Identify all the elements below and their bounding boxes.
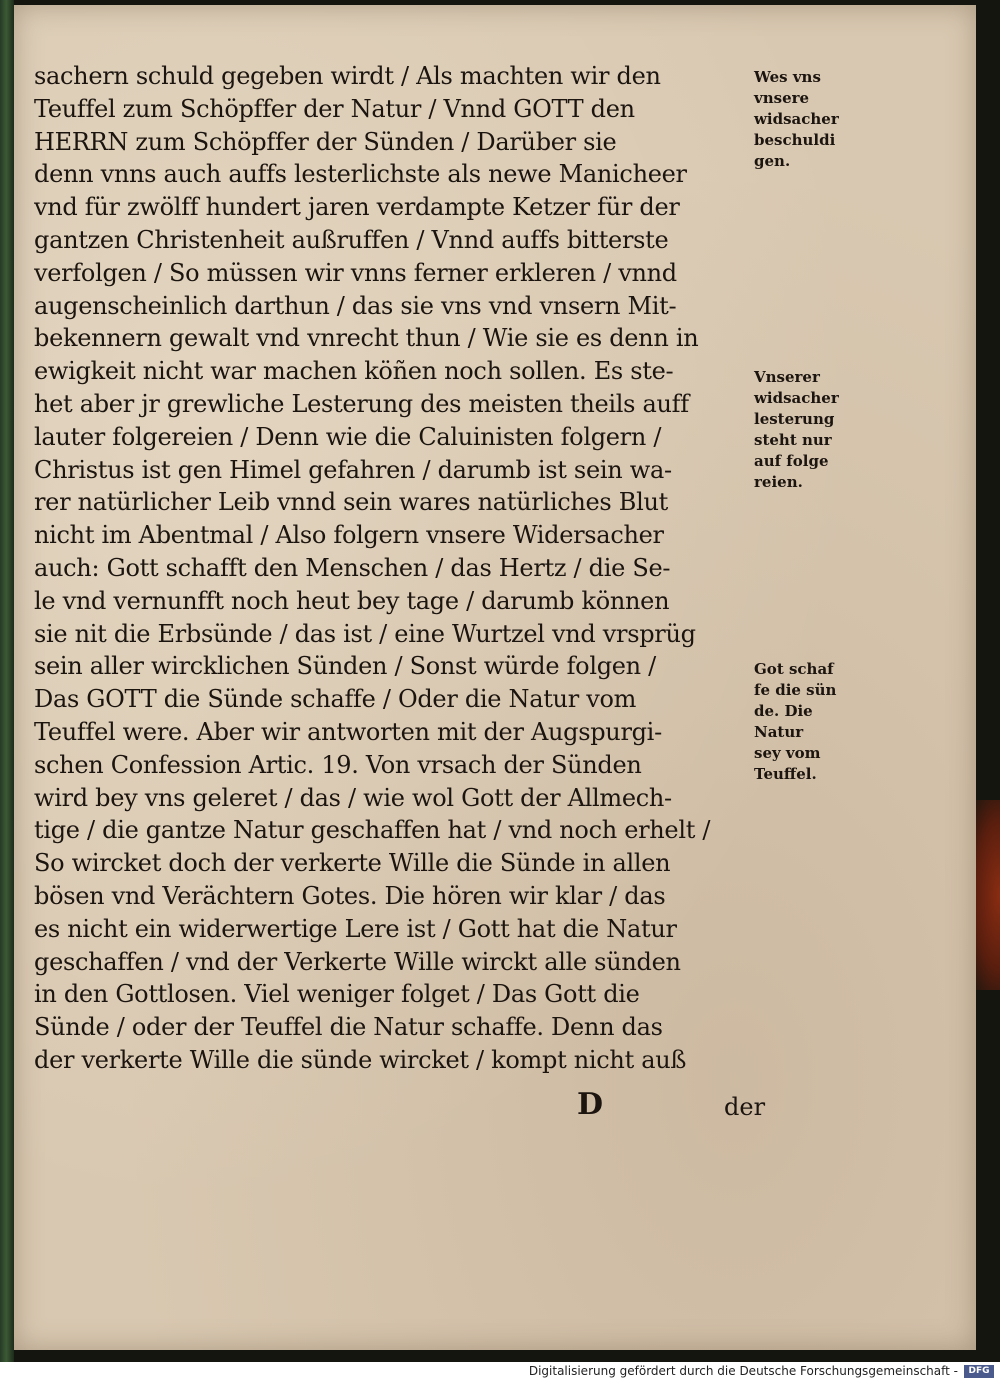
text-line: bekennern gewalt vnd vnrecht thun / Wie sie es denn in [34, 324, 699, 353]
marginal-note: Vnserer widsacher lesterung steht nur auf folge reien. [754, 368, 839, 491]
text-line: der verkerte Wille die sünde wircket / kompt nicht auß [34, 1045, 687, 1074]
text-line: ewigkeit nicht war machen köñen noch sollen. Es ste- [34, 357, 674, 386]
text-line: Sünde / oder der Teuffel die Natur schaffe. Denn das [34, 1013, 663, 1042]
catchword: der [724, 1093, 766, 1121]
text-line: sie nit die Erbsünde / das ist / eine Wurtzel vnd vrsprüg [34, 619, 696, 648]
text-line: gantzen Christenheit außruffen / Vnnd auffs bitterste [34, 225, 669, 254]
text-line: Das GOTT die Sünde schaffe / Oder die Natur vom [34, 685, 637, 714]
text-line: geschaffen / vnd der Verkerte Wille wirckt alle sünden [34, 947, 681, 976]
text-line: sachern schuld gegeben wirdt / Als machten wir den [34, 62, 661, 90]
funding-credit: Digitalisierung gefördert durch die Deutsche Forschungsgemeinschaft - [528, 1364, 958, 1378]
text-line: auch: Gott schafft den Menschen / das Hertz / die Se- [34, 553, 671, 582]
body-text [34, 60, 774, 1077]
text-line: tige / die gantze Natur geschaffen hat / vnd noch erhelt / [34, 816, 711, 845]
text-line: nicht im Abentmal / Also folgern vnsere Widersacher [34, 521, 664, 550]
page-footer [34, 1087, 774, 1147]
credit-bar [0, 1362, 1000, 1381]
marginal-note: Got schaf fe die sün de. Die Natur sey vom Teuffel. [754, 660, 837, 783]
text-line: schen Confession Artic. 19. Von vrsach der Sünden [34, 750, 642, 779]
text-line: Christus ist gen Himel gefahren / darumb ist sein wa- [34, 455, 672, 484]
text-line: sein aller wircklichen Sünden / Sonst würde folgen / [34, 652, 656, 681]
text-line: So wircket doch der verkerte Wille die Sünde in allen [34, 849, 671, 878]
dfg-logo-icon: DFG [964, 1365, 994, 1378]
text-line: bösen vnd Verächtern Gotes. Die hören wir klar / das [34, 881, 666, 910]
text-line: wird bey vns geleret / das / wie wol Gott der Allmech- [34, 783, 672, 812]
text-line: le vnd vernunfft noch heut bey tage / darumb können [34, 586, 670, 615]
text-line: augenscheinlich darthun / das sie vns vnd vnsern Mit- [34, 291, 677, 320]
text-line: het aber jr grewliche Lesterung des meisten theils auff [34, 389, 689, 418]
marginal-note: Wes vns vnsere widsacher beschuldi gen. [754, 68, 839, 170]
text-line: Teuffel were. Aber wir antworten mit der Augspurgi- [34, 717, 662, 746]
text-line: denn vnns auch auffs lesterlichste als newe Manicheer [34, 160, 687, 189]
book-spine-edge [0, 0, 14, 1362]
text-line: HERRN zum Schöpffer der Sünden / Darüber sie [34, 127, 617, 156]
book-page [14, 5, 976, 1350]
text-line: lauter folgereien / Denn wie die Caluinisten folgern / [34, 422, 662, 451]
text-line: in den Gottlosen. Viel weniger folget / Das Gott die [34, 980, 640, 1009]
text-line: vnd für zwölff hundert jaren verdampte Ketzer für der [34, 193, 680, 222]
signature-mark: D [577, 1087, 604, 1122]
text-line: Teuffel zum Schöpffer der Natur / Vnnd GOTT den [34, 94, 635, 123]
text-line: es nicht ein widerwertige Lere ist / Gott hat die Natur [34, 914, 677, 943]
text-line: rer natürlicher Leib vnnd sein wares natürliches Blut [34, 488, 668, 517]
text-line: verfolgen / So müssen wir vnns ferner erkleren / vnnd [34, 258, 677, 287]
